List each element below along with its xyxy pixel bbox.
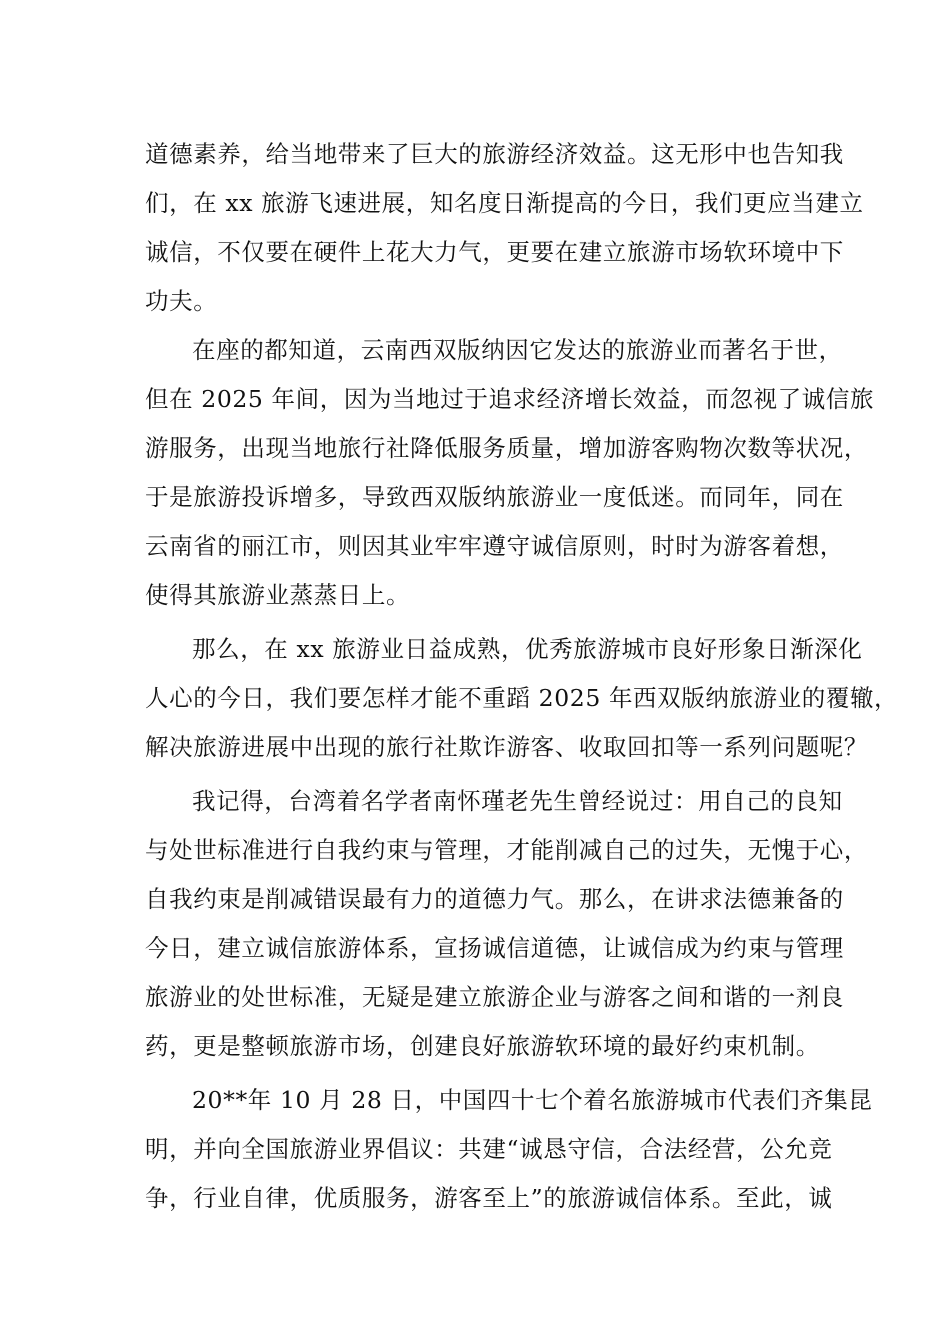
text-line: 道德素养，给当地带来了巨大的旅游经济效益。这无形中也告知我 xyxy=(145,140,844,168)
paragraph-first-line: 我记得，台湾着名学者南怀瑾老先生曾经说过：用自己的良知 xyxy=(192,787,843,815)
text-line: 人心的今日，我们要怎样才能不重蹈 2025 年西双版纳旅游业的覆辙， xyxy=(145,684,899,712)
text-line: 明，并向全国旅游业界倡议：共建“诚恳守信，合法经营，公允竞 xyxy=(145,1135,833,1163)
text-line: 但在 2025 年间，因为当地过于追求经济增长效益，而忽视了诚信旅 xyxy=(145,385,875,413)
text-line: 们，在 xx 旅游飞速进展，知名度日渐提高的今日，我们更应当建立 xyxy=(145,189,864,217)
text-line: 自我约束是削减错误最有力的道德力气。那么，在讲求法德兼备的 xyxy=(145,885,844,913)
text-line: 旅游业的处世标准，无疑是建立旅游企业与游客之间和谐的一剂良 xyxy=(145,983,844,1011)
text-line: 于是旅游投诉增多，导致西双版纳旅游业一度低迷。而同年，同在 xyxy=(145,483,844,511)
text-line: 今日，建立诚信旅游体系，宣扬诚信道德，让诚信成为约束与管理 xyxy=(145,934,844,962)
text-line: 云南省的丽江市，则因其业牢牢遵守诚信原则，时时为游客着想， xyxy=(145,532,844,560)
text-line: 使得其旅游业蒸蒸日上。 xyxy=(145,581,411,609)
text-line: 争，行业自律，优质服务，游客至上”的旅游诚信体系。至此，诚 xyxy=(145,1184,833,1212)
text-line: 药，更是整顿旅游市场，创建良好旅游软环境的最好约束机制。 xyxy=(145,1032,820,1060)
paragraph-first-line: 那么，在 xx 旅游业日益成熟，优秀旅游城市良好形象日渐深化 xyxy=(192,635,863,663)
text-line: 功夫。 xyxy=(145,287,218,315)
text-line: 与处世标准进行自我约束与管理，才能削减自己的过失，无愧于心， xyxy=(145,836,868,864)
text-line: 解决旅游进展中出现的旅行社欺诈游客、收取回扣等一系列问题呢？ xyxy=(145,733,868,761)
text-line: 游服务，出现当地旅行社降低服务质量，增加游客购物次数等状况， xyxy=(145,434,868,462)
paragraph-first-line: 20**年 10 月 28 日，中国四十七个着名旅游城市代表们齐集昆 xyxy=(192,1086,873,1114)
paragraph-first-line: 在座的都知道，云南西双版纳因它发达的旅游业而著名于世， xyxy=(192,336,843,364)
text-line: 诚信，不仅要在硬件上花大力气，更要在建立旅游市场软环境中下 xyxy=(145,238,844,266)
